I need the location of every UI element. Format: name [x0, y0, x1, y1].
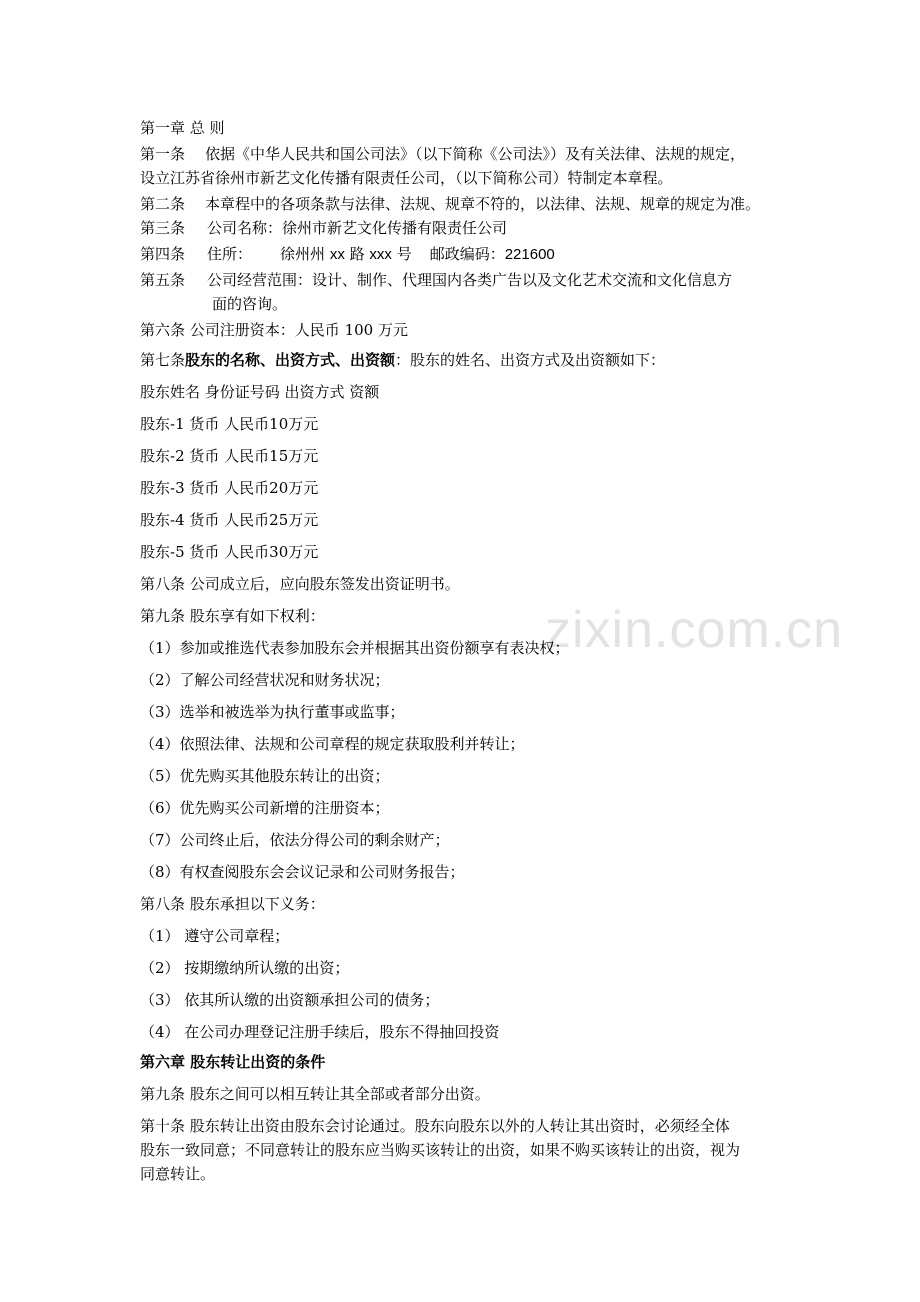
article-3: 第三条 公司名称：徐州市新艺文化传播有限责任公司 [140, 219, 508, 237]
article-10-line-1: 第十条 股东转让出资由股东会讨论通过。股东向股东以外的人转让其出资时，必须经全体 [140, 1117, 730, 1135]
article-9-rights-title: 第九条 股东享有如下权利： [140, 607, 325, 625]
article-10-line-3: 同意转让。 [140, 1165, 216, 1183]
right-item: （3）选举和被选举为执行董事或监事； [140, 703, 405, 721]
right-item: （8）有权查阅股东会会议记录和公司财务报告； [140, 863, 465, 881]
article-6: 第六条 公司注册资本：人民币 100 万元 [140, 321, 408, 339]
article-8-certificate: 第八条 公司成立后，应向股东签发出资证明书。 [140, 575, 460, 593]
duty-item: （3） 依其所认缴的出资额承担公司的债务； [140, 991, 440, 1009]
article-7: 第七条股东的名称、出资方式、出资额：股东的姓名、出资方式及出资额如下： [140, 351, 666, 369]
right-item: （7）公司终止后，依法分得公司的剩余财产； [140, 831, 450, 849]
article-1-line-2: 设立江苏省徐州市新艺文化传播有限责任公司，（以下简称公司）特制定本章程。 [140, 169, 673, 187]
duty-item: （4） 在公司办理登记注册手续后，股东不得抽回投资 [140, 1023, 500, 1041]
shareholder-row: 股东-4 货币 人民币25万元 [140, 511, 319, 529]
shareholder-row: 股东-5 货币 人民币30万元 [140, 543, 319, 561]
article-9-transfer: 第九条 股东之间可以相互转让其全部或者部分出资。 [140, 1085, 490, 1103]
chapter-6-title: 第六章 股东转让出资的条件 [140, 1053, 326, 1071]
right-item: （1）参加或推选代表参加股东会并根据其出资份额享有表决权； [140, 639, 570, 657]
article-1-label: 第一条 [140, 145, 186, 163]
article-5-line-2: 面的咨询。 [212, 295, 288, 313]
duty-item: （2） 按期缴纳所认缴的出资； [140, 959, 350, 977]
chapter-1-title: 第一章 总 则 [140, 119, 225, 137]
right-item: （2）了解公司经营状况和财务状况； [140, 671, 390, 689]
postal-code: 221600 [504, 246, 555, 263]
shareholder-row: 股东-1 货币 人民币10万元 [140, 415, 319, 433]
article-10-line-2: 股东一致同意；不同意转让的股东应当购买该转让的出资，如果不购买该转让的出资，视为 [140, 1141, 741, 1159]
article-8-duties-title: 第八条 股东承担以下义务： [140, 895, 325, 913]
article-1-line-1: 第一条 依据《中华人民共和国公司法》（以下简称《公司法》）及有关法律、法规的规定， [140, 145, 746, 163]
watermark: zixin.com.cn [545, 601, 844, 659]
right-item: （5）优先购买其他股东转让的出资； [140, 767, 390, 785]
article-7-heading: 股东的名称、出资方式、出资额 [185, 351, 396, 369]
shareholder-table-header: 股东姓名 身份证号码 出资方式 资额 [140, 383, 380, 401]
right-item: （4）依照法律、法规和公司章程的规定获取股利并转让； [140, 735, 525, 753]
shareholder-row: 股东-3 货币 人民币20万元 [140, 479, 319, 497]
right-item: （6）优先购买公司新增的注册资本； [140, 799, 390, 817]
shareholder-row: 股东-2 货币 人民币15万元 [140, 447, 319, 465]
article-4: 第四条 住所： 徐州州 xx 路 xxx 号 邮政编码：221600 [140, 245, 555, 263]
duty-item: （1） 遵守公司章程； [140, 927, 290, 945]
address: 徐州州 xx 路 xxx 号 [280, 245, 412, 263]
article-2: 第二条 本章程中的各项条款与法律、法规、规章不符的，以法律、法规、规章的规定为准。 [140, 195, 761, 213]
article-5-line-1: 第五条 公司经营范围：设计、制作、代理国内各类广告以及文化艺术交流和文化信息方 [140, 271, 733, 289]
